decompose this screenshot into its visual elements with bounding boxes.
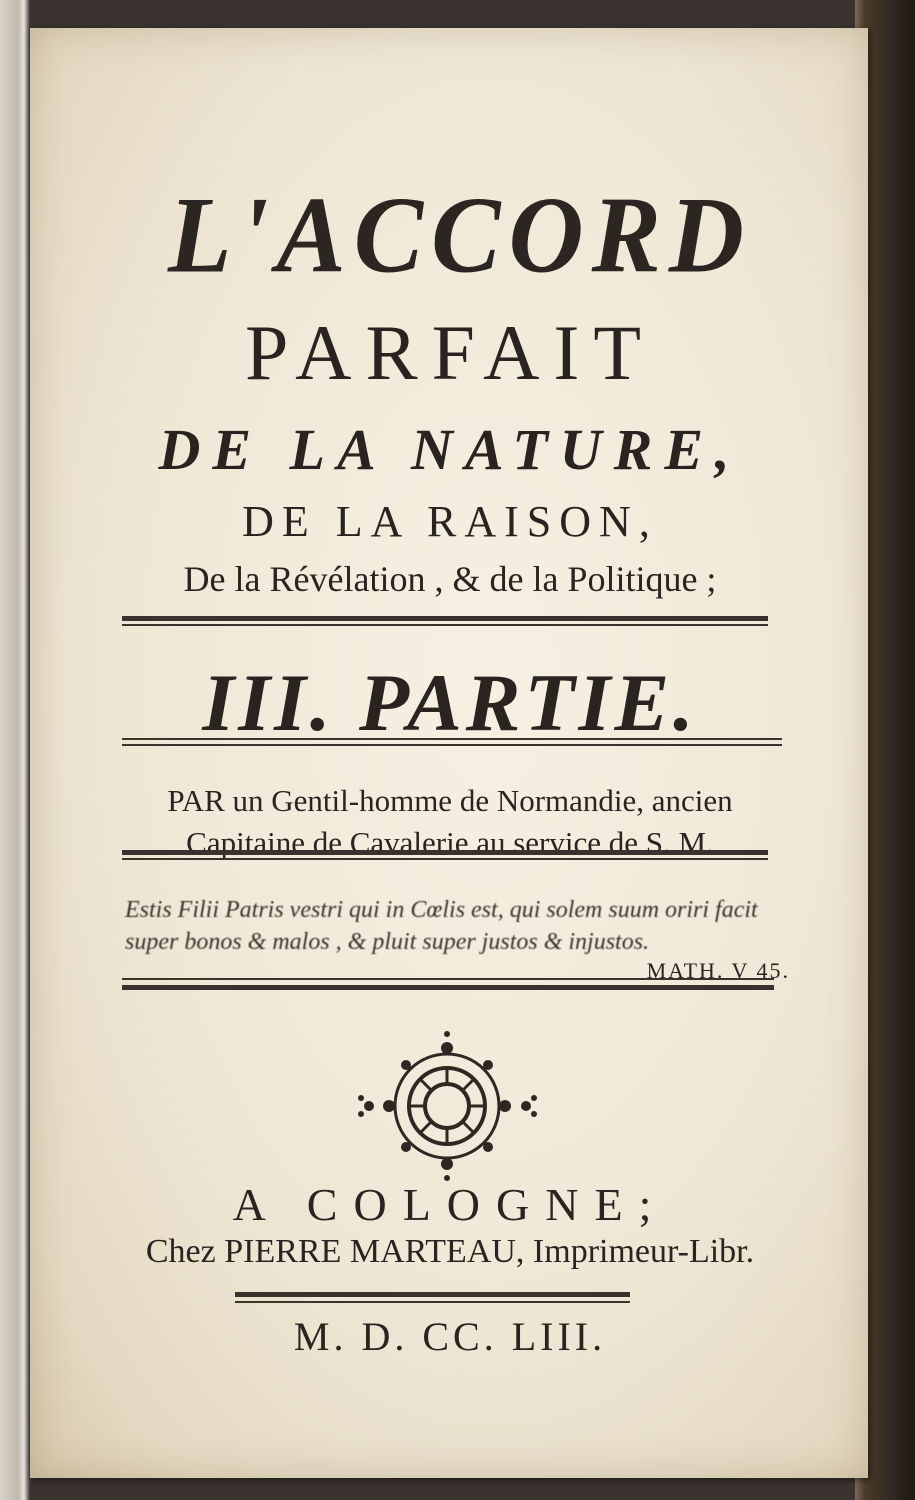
imprint-date: M. D. CC. LIII. — [293, 1314, 607, 1359]
floral-ornament-icon — [355, 1028, 540, 1183]
rule-epigraph-bottom — [122, 985, 774, 990]
rule-imprint — [235, 1292, 630, 1297]
epigraph-reference: MATH. V 45. — [646, 958, 790, 983]
rule-epigraph-top — [122, 850, 768, 855]
rule-top-thin — [122, 624, 768, 626]
rule-top — [122, 616, 768, 621]
imprint-place: A COLOGNE; — [232, 1179, 668, 1230]
title-line-nature: DE LA NATURE, — [158, 417, 742, 482]
rule-part-top — [122, 738, 782, 740]
title-line-parfait: PARFAIT — [244, 309, 656, 396]
epigraph: Estis Filii Patris vestri qui in Cœlis est, qui solem suum oriri facit super bonos & malos , & pluit super justos & injustos. — [125, 897, 758, 955]
title-line-raison: DE LA RAISON, — [242, 497, 658, 546]
author-line-1: PAR un Gentil-homme de Normandie, ancien — [167, 783, 733, 818]
rule-epigraph-bottom-thin — [122, 978, 774, 980]
title-line-accord: L'ACCORD — [167, 175, 753, 296]
title-line-revelation: De la Révélation , & de la Politique ; — [183, 559, 717, 599]
part-heading: III. PARTIE. — [202, 657, 698, 748]
title-page — [30, 28, 868, 1478]
rule-part-bottom — [122, 744, 782, 746]
rule-epigraph-top-thin — [122, 858, 768, 860]
imprint-publisher: Chez PIERRE MARTEAU, Imprimeur-Libr. — [145, 1233, 755, 1270]
rule-imprint-thin — [235, 1301, 630, 1303]
author-line-2: Capitaine de Cavalerie au service de S. M. — [186, 825, 714, 860]
